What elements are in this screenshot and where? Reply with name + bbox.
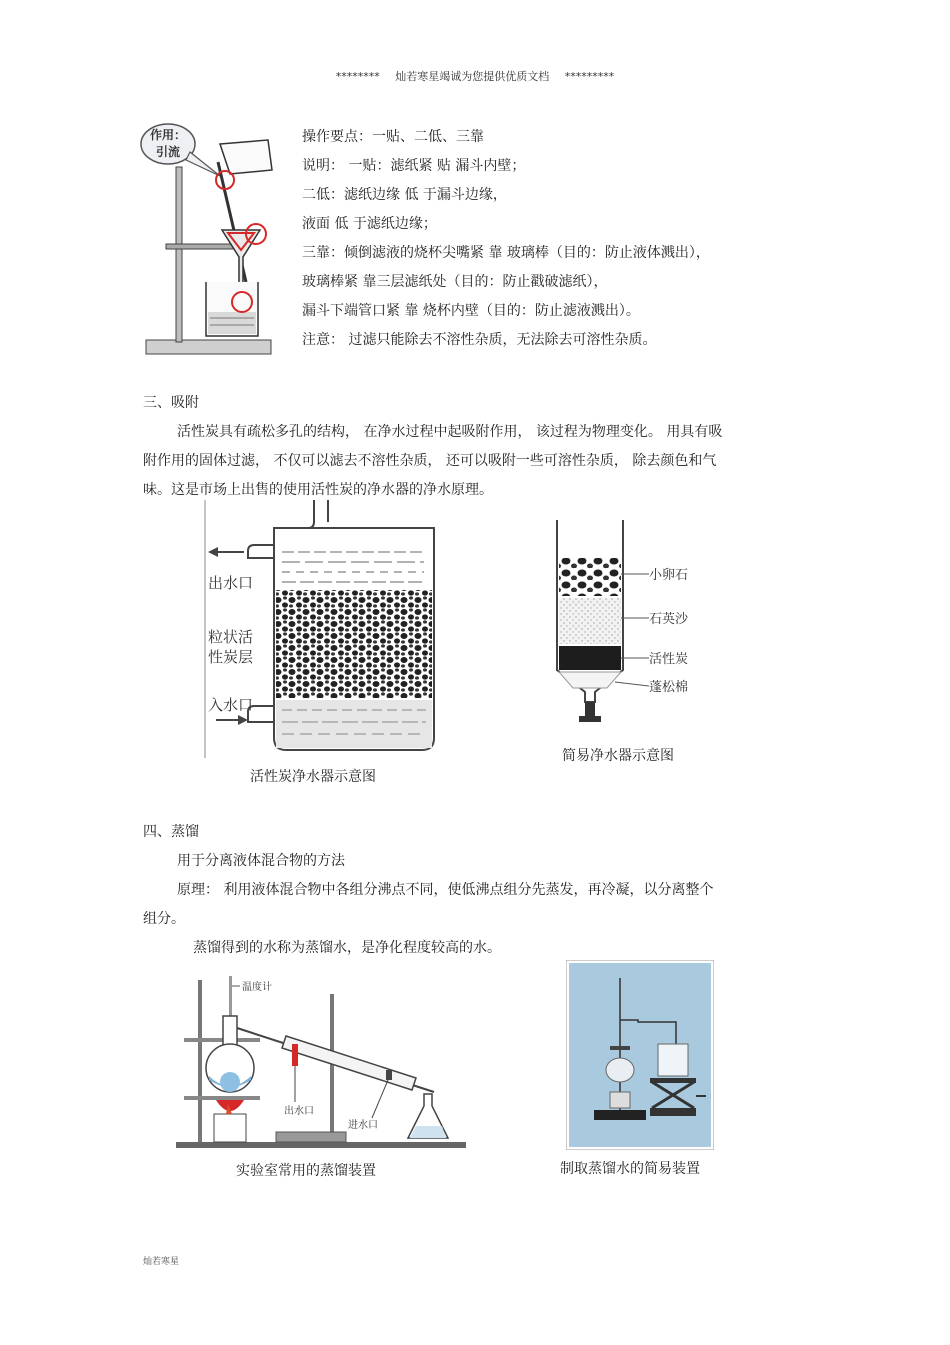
filtration-line-3: 二低：滤纸边缘 低 于漏斗边缘，	[302, 187, 507, 203]
lab-distillation-caption: 实验室常用的蒸馏装置	[236, 1163, 376, 1179]
inlet-label: 入水口	[208, 696, 254, 714]
simple-purifier-caption: 简易净水器示意图	[562, 748, 674, 764]
distillation-line-1: 用于分离液体混合物的方法	[177, 853, 345, 869]
filtration-line-8: 注意： 过滤只能除去不溶性杂质，无法除去可溶性杂质。	[302, 332, 657, 348]
filtration-line-6: 玻璃棒紧 靠三层滤纸处（目的：防止戳破滤纸），	[302, 274, 608, 290]
sand-label: 石英沙	[649, 612, 689, 627]
filtration-apparatus-figure	[140, 122, 280, 362]
page-footer: 灿若寒星	[143, 1257, 180, 1267]
simple-distillation-caption: 制取蒸馏水的简易装置	[560, 1161, 700, 1177]
distillation-heading: 四、蒸馏	[143, 824, 199, 840]
lab-distillation-figure	[176, 972, 466, 1154]
water-out-label: 出水口	[284, 1106, 314, 1117]
carbon-purifier-caption: 活性炭净水器示意图	[250, 769, 376, 785]
simple-distillation-photo	[566, 960, 714, 1150]
thermometer-label: 温度计	[242, 982, 272, 993]
adsorption-para-line-2: 附作用的固体过滤， 不仅可以滤去不溶性杂质， 还可以吸附一些可溶性杂质， 除去颜色和气	[143, 453, 717, 469]
distillation-line-2a: 原理： 利用液体混合物中各组分沸点不同，使低沸点组分先蒸发，再冷凝，以分离整个	[177, 882, 714, 898]
header-left-stars: ********	[335, 70, 380, 83]
distillation-line-2b: 组分。	[143, 911, 185, 927]
adsorption-para-line-1: 活性炭具有疏松多孔的结构， 在净水过程中起吸附作用， 该过程为物理变化。 用具有吸	[177, 424, 723, 440]
cotton-label: 蓬松棉	[649, 680, 689, 695]
carbon-purifier-figure	[204, 500, 444, 760]
carbon-layer-label-2: 性炭层	[208, 648, 254, 666]
filtration-line-7: 漏斗下端管口紧 靠 烧杯内壁（目的：防止滤液溅出）。	[302, 303, 640, 319]
filtration-line-1: 操作要点：一贴、二低、三靠	[302, 129, 484, 145]
filtration-line-5: 三靠：倾倒滤液的烧杯尖嘴紧 靠 玻璃棒（目的：防止液体溅出），	[302, 245, 710, 261]
adsorption-heading: 三、吸附	[143, 395, 199, 411]
adsorption-para-line-3: 味。这是市场上出售的使用活性炭的净水器的净水原理。	[143, 482, 493, 498]
header-title: 灿若寒星竭诚为您提供优质文档	[395, 70, 550, 83]
carbon-layer-label-1: 粒状活	[208, 628, 254, 646]
pebble-label: 小卵石	[649, 568, 689, 583]
distillation-line-3: 蒸馏得到的水称为蒸馏水，是净化程度较高的水。	[193, 940, 501, 956]
carbon-label: 活性炭	[649, 652, 689, 667]
callout-label-2: 引流	[155, 145, 181, 159]
simple-purifier-figure	[545, 520, 705, 735]
callout-label-1: 作用：	[149, 128, 187, 142]
page-header	[0, 68, 950, 84]
water-in-label: 进水口	[348, 1120, 378, 1131]
outlet-label: 出水口	[208, 574, 254, 592]
filtration-line-2: 说明： 一贴：滤纸紧 贴 漏斗内壁；	[302, 158, 526, 174]
filtration-line-4: 液面 低 于滤纸边缘；	[302, 216, 437, 232]
header-right-stars: *********	[564, 70, 615, 83]
